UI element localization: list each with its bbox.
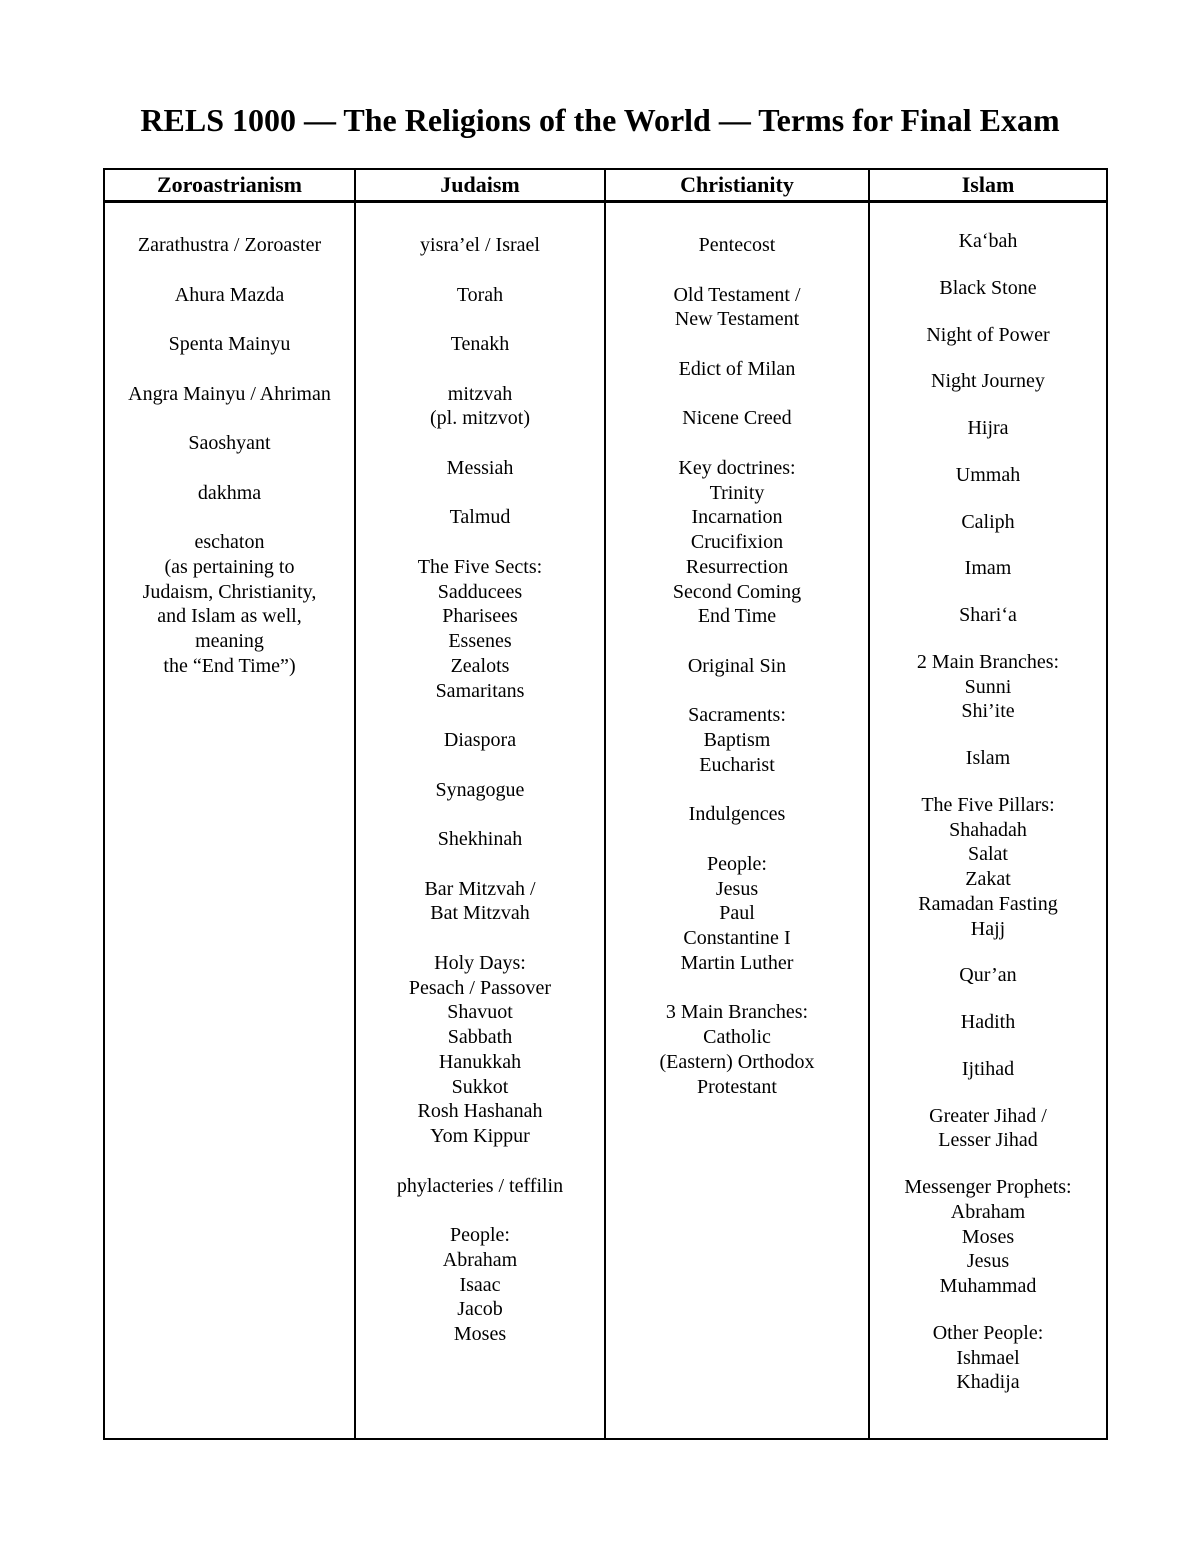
term-subitem: Yom Kippur — [430, 1125, 530, 1147]
term-entry — [105, 481, 354, 506]
term-text: Ahura Mazda — [174, 283, 285, 306]
term-subitem: Ishmael — [956, 1346, 1020, 1369]
term-entry — [356, 555, 604, 704]
term-entry — [606, 802, 868, 827]
term-subitem: Moses — [453, 1323, 507, 1345]
term-subitem: Muhammad — [939, 1275, 1037, 1297]
column-header-islam: Islam — [869, 169, 1107, 202]
term-entry — [606, 283, 868, 333]
term-text: Messiah — [446, 456, 514, 479]
term-entry — [870, 963, 1106, 988]
term-text: Night Journey — [931, 370, 1045, 393]
term-text: Synagogue — [435, 778, 525, 801]
term-entry — [356, 505, 604, 530]
term-subitem: Sabbath — [447, 1026, 513, 1048]
term-entry — [105, 431, 354, 456]
term-text: Bar Mitzvah / — [424, 877, 536, 900]
term-text: 2 Main Branches: — [916, 650, 1060, 673]
term-subitem: Lesser Jihad — [938, 1129, 1038, 1152]
term-text: Ummah — [955, 463, 1021, 486]
term-entry — [356, 382, 604, 432]
term-text: Ijtihad — [961, 1057, 1015, 1080]
term-text: Hadith — [960, 1011, 1016, 1033]
term-entry — [606, 852, 868, 976]
term-entry — [870, 416, 1106, 441]
term-entry — [356, 332, 604, 357]
term-text: Saoshyant — [188, 432, 271, 454]
term-entry — [870, 229, 1106, 254]
term-text: yisra’el / Israel — [420, 234, 540, 256]
term-entry — [606, 1000, 868, 1099]
term-entry — [870, 323, 1106, 348]
term-entry — [356, 728, 604, 753]
islam-terms — [869, 202, 1107, 1440]
term-subitem: Pharisees — [442, 605, 518, 628]
column-header-zoroastrianism: Zoroastrianism — [104, 169, 355, 202]
term-text: Talmud — [449, 506, 511, 529]
term-subitem: Constantine I — [683, 927, 791, 949]
christianity-terms — [605, 202, 869, 1440]
table-header-row — [104, 169, 1107, 202]
term-entry — [870, 1104, 1106, 1154]
term-subitem: Martin Luther — [680, 951, 794, 974]
term-text: Shari‘a — [959, 604, 1017, 626]
term-entry — [105, 332, 354, 357]
term-subitem: meaning — [195, 630, 264, 652]
term-entry — [870, 793, 1106, 942]
term-entry — [870, 1010, 1106, 1035]
term-subitem: Samaritans — [435, 679, 525, 702]
term-subitem: Sukkot — [451, 1075, 509, 1098]
term-text: Holy Days: — [434, 951, 526, 974]
term-subitem: Sunni — [964, 675, 1012, 698]
term-entry — [356, 233, 604, 258]
page-title: RELS 1000 — The Religions of the World — Terms for Final Exam — [140, 102, 1060, 138]
term-text: Old Testament / — [673, 283, 801, 306]
term-entry — [870, 746, 1106, 771]
term-subitem: Eucharist — [699, 753, 775, 776]
term-entry — [356, 283, 604, 308]
term-subitem: Pesach / Passover — [408, 976, 552, 999]
term-subitem: Zealots — [450, 654, 510, 677]
term-text: Messenger Prophets: — [904, 1176, 1072, 1198]
term-entry — [356, 1174, 604, 1199]
term-text: Zarathustra / Zoroaster — [137, 234, 322, 256]
term-text: Qur’an — [959, 964, 1017, 987]
term-text: Islam — [965, 747, 1011, 769]
term-text: Nicene Creed — [682, 407, 792, 430]
term-subitem: Resurrection — [685, 555, 789, 578]
term-text: Imam — [964, 557, 1012, 580]
term-subitem: Sadducees — [437, 580, 523, 603]
term-text: Other People: — [932, 1321, 1044, 1344]
term-text: dakhma — [197, 481, 262, 504]
term-text: Torah — [456, 283, 504, 306]
term-text: People: — [450, 1224, 510, 1246]
term-subitem: Second Coming — [672, 580, 802, 603]
term-text: 3 Main Branches: — [665, 1001, 809, 1024]
term-subitem: Essenes — [448, 630, 512, 652]
term-subitem: and Islam as well, — [157, 605, 302, 628]
term-entry — [870, 1057, 1106, 1082]
term-text: Original Sin — [687, 654, 787, 677]
term-subitem: Judaism, Christianity, — [142, 580, 317, 603]
term-entry — [356, 778, 604, 803]
column-header-judaism: Judaism — [355, 169, 605, 202]
term-text: Pentecost — [698, 234, 776, 256]
table-body-row — [104, 202, 1107, 1440]
term-entry — [606, 233, 868, 258]
term-entry — [356, 827, 604, 852]
term-entry — [606, 456, 868, 629]
term-text: Angra Mainyu / Ahriman — [128, 382, 331, 405]
term-entry — [870, 603, 1106, 628]
term-subitem: Shahadah — [949, 818, 1027, 841]
term-entry — [870, 650, 1106, 724]
term-subitem: Protestant — [697, 1075, 777, 1098]
term-subitem: the “End Time”) — [163, 654, 296, 677]
term-text: Hijra — [967, 417, 1009, 439]
term-entry — [606, 703, 868, 777]
term-subitem: Jacob — [457, 1298, 503, 1321]
term-subitem: Ramadan Fasting — [918, 892, 1058, 915]
term-text: Diaspora — [443, 729, 517, 751]
term-subitem: Baptism — [703, 729, 771, 751]
term-entry — [870, 510, 1106, 535]
term-text: Caliph — [961, 510, 1015, 533]
term-subitem: Salat — [968, 843, 1008, 866]
term-text: Shekhinah — [437, 828, 523, 850]
term-subitem: Paul — [719, 902, 755, 925]
term-entry — [356, 1223, 604, 1347]
term-entry — [870, 276, 1106, 301]
term-subitem: Bat Mitzvah — [430, 902, 530, 925]
term-subitem: Shavuot — [447, 1001, 513, 1024]
term-subitem: Shi’ite — [961, 700, 1015, 723]
term-subitem: Hajj — [970, 917, 1006, 940]
term-subitem: Abraham — [442, 1248, 518, 1271]
term-entry — [356, 456, 604, 481]
term-subitem: Hanukkah — [438, 1050, 522, 1073]
term-text: Sacraments: — [688, 704, 786, 727]
term-subitem: (as pertaining to — [164, 555, 295, 578]
term-entry — [356, 951, 604, 1149]
term-subitem: Moses — [961, 1225, 1015, 1248]
term-subitem: Incarnation — [691, 506, 783, 529]
term-subitem: Zakat — [965, 868, 1011, 890]
term-text: The Five Pillars: — [921, 793, 1055, 816]
judaism-terms — [355, 202, 605, 1440]
term-subitem: Jesus — [715, 877, 759, 900]
term-entry — [105, 530, 354, 679]
term-entry — [870, 1321, 1106, 1395]
term-entry — [870, 369, 1106, 394]
term-subitem: Isaac — [459, 1273, 501, 1296]
term-entry — [606, 357, 868, 382]
term-text: Night of Power — [926, 323, 1050, 346]
term-subitem: (Eastern) Orthodox — [659, 1050, 815, 1073]
term-entry — [356, 877, 604, 927]
term-text: mitzvah — [447, 382, 513, 405]
term-text: eschaton — [194, 531, 265, 553]
term-entry — [105, 382, 354, 407]
term-subitem: Khadija — [956, 1371, 1020, 1394]
term-subitem: End Time — [697, 605, 777, 628]
term-subitem: Crucifixion — [690, 531, 784, 553]
terms-table — [103, 168, 1108, 1440]
term-text: Greater Jihad / — [929, 1104, 1047, 1127]
term-entry — [870, 463, 1106, 488]
term-text: People: — [707, 852, 767, 875]
zoroastrianism-terms — [104, 202, 355, 1440]
term-text: Spenta Mainyu — [168, 333, 291, 355]
term-text: Black Stone — [939, 276, 1037, 299]
term-text: Indulgences — [688, 803, 786, 826]
term-entry — [870, 1175, 1106, 1299]
term-text: Tenakh — [450, 333, 510, 355]
term-text: The Five Sects: — [417, 555, 543, 578]
term-entry — [105, 233, 354, 258]
term-subitem: Catholic — [703, 1026, 771, 1048]
term-text: phylacteries / teffilin — [396, 1174, 564, 1197]
term-subitem: (pl. mitzvot) — [430, 407, 530, 430]
term-text: Ka‘bah — [958, 230, 1018, 252]
column-header-christianity: Christianity — [605, 169, 869, 202]
term-text: Edict of Milan — [678, 357, 796, 380]
term-entry — [105, 283, 354, 308]
term-subitem: New Testament — [674, 308, 800, 331]
term-entry — [606, 406, 868, 431]
term-entry — [870, 556, 1106, 581]
term-text: Key doctrines: — [678, 456, 796, 479]
term-entry — [606, 654, 868, 679]
term-subitem: Rosh Hashanah — [417, 1100, 543, 1123]
term-subitem: Abraham — [950, 1200, 1026, 1223]
term-subitem: Jesus — [966, 1250, 1010, 1273]
term-subitem: Trinity — [709, 481, 765, 504]
